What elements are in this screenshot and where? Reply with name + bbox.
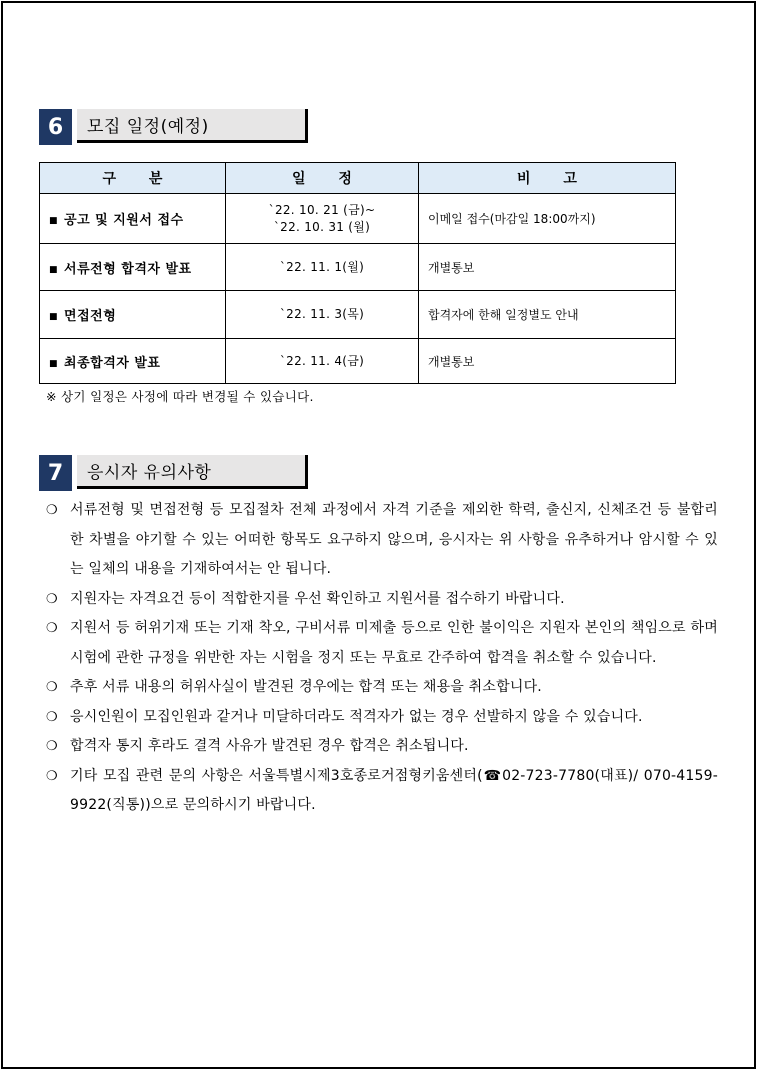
notice-text: 지원서 등 허위기재 또는 기재 착오, 구비서류 미제출 등으로 인한 불이익은 지원자 본인의 책임으로 하며 시험에 관한 규정을 위반한 자는 시험을 정지 또는 무효로 간주하여 합격을 취소할 수 있습니다. [70,620,718,666]
row-date: `22. 11. 1(월) [226,244,419,291]
row-remark: 개별통보 [419,244,676,291]
row-remark: 합격자에 한해 일정별도 안내 [419,291,676,339]
circle-bullet-icon: ❍ [46,591,58,607]
section-title: 모집 일정(예정) [77,109,308,143]
list-item [46,703,718,733]
circle-bullet-icon: ❍ [46,503,58,518]
list-item [46,732,718,762]
row-remark: 이메일 접수(마감일 18:00까지) [419,194,676,244]
section-number: 7 [39,455,72,491]
row-date [226,194,419,244]
list-item [46,585,718,615]
circle-bullet-icon: ❍ [46,621,58,636]
table-row [40,194,676,244]
square-bullet-icon: ■ [49,358,59,369]
circle-bullet-icon: ❍ [46,680,58,695]
circle-bullet-icon: ❍ [46,739,58,754]
table-row [40,244,676,291]
notice-text: 추후 서류 내용의 허위사실이 발견된 경우에는 합격 또는 채용을 취소합니다. [70,679,542,695]
row-item-label: 최종합격자 발표 [64,355,161,371]
row-item [40,194,226,244]
row-item-label: 면접전형 [64,309,117,324]
header-remark: 비 고 [419,163,676,194]
schedule-table [39,162,676,384]
section-number: 6 [39,109,72,145]
row-item-label: 서류전형 합격자 발표 [64,261,192,277]
circle-bullet-icon: ❍ [46,709,58,725]
row-item [40,291,226,339]
row-date: `22. 11. 4(금) [226,339,419,384]
list-item [46,673,718,703]
notice-text: 지원자는 자격요건 등이 적합한지를 우선 확인하고 지원서를 접수하기 바랍니다. [70,590,565,607]
list-item [46,762,718,821]
list-item [46,496,718,585]
table-header-row [40,163,676,194]
square-bullet-icon: ■ [49,264,59,275]
square-bullet-icon: ■ [49,216,59,226]
header-schedule: 일 정 [226,163,419,194]
circle-bullet-icon: ❍ [46,768,58,784]
date-line: `22. 10. 21 (금)~ [268,202,376,217]
row-remark: 개별통보 [419,339,676,384]
row-date: `22. 11. 3(목) [226,291,419,339]
notice-text: 합격자 통지 후라도 결격 사유가 발견된 경우 합격은 취소됩니다. [70,738,469,754]
header-category: 구 분 [40,163,226,194]
table-row [40,291,676,339]
date-line: `22. 10. 31 (월) [273,219,371,234]
list-item [46,614,718,673]
notice-list [46,496,718,821]
notice-text: 서류전형 및 면접전형 등 모집절차 전체 과정에서 자격 기준을 제외한 학력, 출신지, 신체조건 등 불합리한 차별을 야기할 수 있는 어떠한 항목도 요구하지 않으며, 응시자는 위 사항을 유추하거나 암시할 수 있는 일체의 내용을 기재하여서는 안 됩니다. [70,502,718,577]
row-item [40,244,226,291]
table-row [40,339,676,384]
schedule-note: ※ 상기 일정은 사정에 따라 변경될 수 있습니다. [46,389,314,404]
section-title: 응시자 유의사항 [77,455,308,489]
notice-text: 기타 모집 관련 문의 사항은 서울특별시제3호종로거점형키움센터(☎02-723-7780(대표)/ 070-4159-9922(직통))으로 문의하시기 바랍니다. [70,767,718,813]
row-item [40,339,226,384]
notice-text: 응시인원이 모집인원과 같거나 미달하더라도 적격자가 없는 경우 선발하지 않을 수 있습니다. [70,708,643,725]
square-bullet-icon: ■ [49,312,59,322]
row-item-label: 공고 및 지원서 접수 [64,213,184,228]
